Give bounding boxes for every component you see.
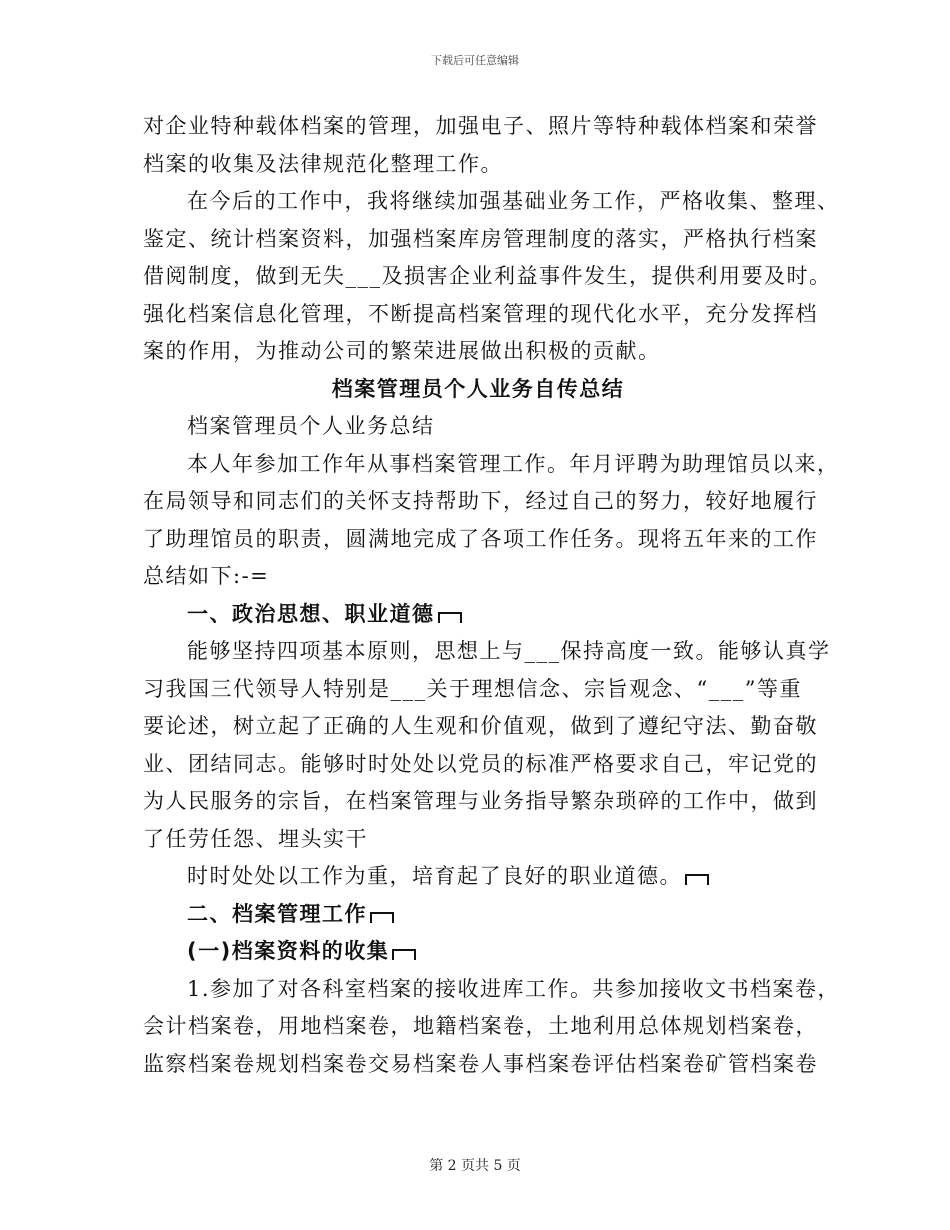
- paragraph-line: 了任劳任怨、埋头实干: [143, 826, 368, 851]
- section-heading-1: [143, 596, 813, 634]
- paragraph-mark-icon: [392, 949, 416, 960]
- paragraph-line: 本人年参加工作年从事档案管理工作。年月评聘为助理馆员以来，: [187, 451, 840, 476]
- paragraph-line: 习我国三代领导人特别是___关于理想信念、宗旨观念、“___”等重: [143, 676, 802, 701]
- paragraph-mark-icon: [438, 612, 462, 623]
- paragraph-line: 1.参加了对各科室档案的接收进库工作。共参加接收文书档案卷，: [187, 976, 841, 1001]
- paragraph-text: 时时处处以工作为重，培育起了良好的职业道德。: [187, 864, 682, 888]
- document-body: [143, 108, 841, 1083]
- subsection-heading: [143, 933, 813, 971]
- paragraph-line: 业、团结同志。能够时时处处以党员的标准严格要求自己，牢记党的: [143, 751, 818, 776]
- paragraph-line: 要论述，树立起了正确的人生观和价值观，做到了遵纪守法、勤奋敬: [143, 714, 818, 738]
- paragraph-mark-icon: [685, 874, 709, 885]
- paragraph-line: 案的作用，为推动公司的繁荣进展做出积极的贡献。: [143, 339, 661, 363]
- paragraph-line: 强化档案信息化管理，不断提高档案管理的现代化水平，充分发挥档: [143, 301, 818, 326]
- paragraph-line: 在今后的工作中，我将继续加强基础业务工作，严格收集、整理、: [187, 189, 840, 213]
- paragraph-line: 鉴定、统计档案资料，加强档案库房管理制度的落实，严格执行档案: [143, 226, 818, 251]
- heading-text: 一、政治思想、职业道德: [187, 601, 435, 626]
- paragraph-line: 为人民服务的宗旨，在档案管理与业务指导繁杂琐碎的工作中，做到: [143, 789, 818, 813]
- paragraph-line: 在局领导和同志们的关怀支持帮助下，经过自己的努力，较好地履行: [143, 489, 818, 513]
- paragraph-line: [143, 858, 813, 896]
- paragraph-line: 会计档案卷，用地档案卷，地籍档案卷，土地利用总体规划档案卷，: [143, 1014, 818, 1038]
- paragraph-line: 能够坚持四项基本原则，思想上与___保持高度一致。能够认真学: [187, 639, 831, 663]
- page-header: 下载后可任意编辑: [431, 54, 519, 67]
- paragraph-line: 监察档案卷规划档案卷交易档案卷人事档案卷评估档案卷矿管档案卷: [143, 1051, 818, 1076]
- paragraph-line: 档案的收集及法律规范化整理工作。: [143, 151, 503, 176]
- heading-text: (一)档案资料的收集: [187, 939, 390, 963]
- heading-text: 二、档案管理工作: [187, 901, 367, 926]
- paragraph-line: 总结如下:-=: [143, 564, 270, 588]
- paragraph-mark-icon: [370, 912, 394, 923]
- paragraph-line: 了助理馆员的职责，圆满地完成了各项工作任务。现将五年来的工作: [143, 526, 818, 551]
- paragraph-line: 对企业特种载体档案的管理，加强电子、照片等特种载体档案和荣誉: [143, 114, 818, 138]
- paragraph-line: 借阅制度，做到无失___及损害企业利益事件发生，提供利用要及时。: [143, 264, 832, 288]
- document-subtitle: 档案管理员个人业务总结: [187, 414, 435, 438]
- document-title: 档案管理员个人业务自传总结: [331, 376, 625, 401]
- page-footer: 第 2 页共 5 页: [429, 1158, 521, 1174]
- section-heading-2: [143, 896, 813, 934]
